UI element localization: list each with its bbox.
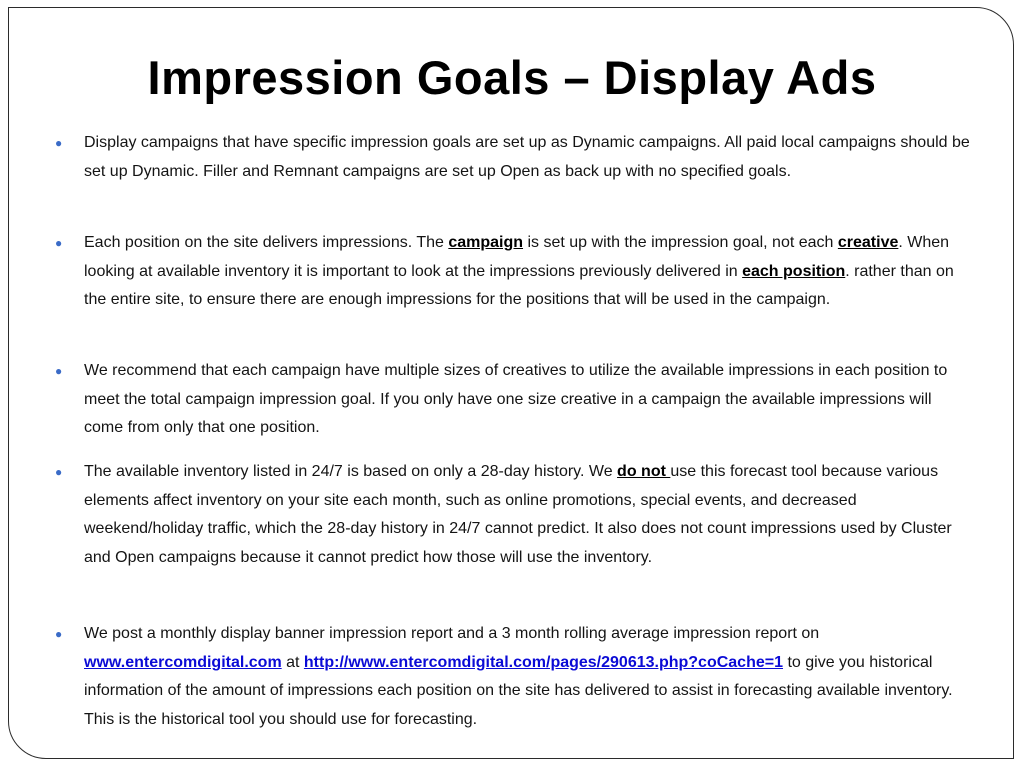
bullet-text: use this forecast tool because various elements affect inventory on your site each month, such as online promotions, special events, and decreased weekend/holiday traffic, which the 28-day history in 24/7 cannot predict. It also does not count impressions used by Cluster and Open campaigns because it cannot predict how those will use the inventory. <box>84 463 952 567</box>
bullet-text: is set up with the impression goal, not each <box>523 234 838 251</box>
bullet-item <box>55 229 975 315</box>
emphasis-creative: creative <box>837 234 899 251</box>
bullet-text: The available inventory listed in 24/7 is based on only a 28-day history. We <box>84 463 618 480</box>
bullet-text: . rather than on the entire site, to ensure there are enough impressions for the positions that will be used in the campaign. <box>84 262 954 309</box>
bullet-text: at <box>281 653 304 671</box>
bullet-item <box>55 458 975 573</box>
link-entercomdigital[interactable]: www.entercomdigital.com <box>84 653 282 671</box>
bullet-item <box>55 620 975 735</box>
bullet-dot-icon: ● <box>55 627 63 641</box>
emphasis-do-not: do not <box>617 463 671 480</box>
bullet-text: . When looking at available inventory it is important to look at the impressions previously delivered in <box>84 234 950 280</box>
link-impression-report-page[interactable]: http://www.entercomdigital.com/pages/290613.php?coCache=1 <box>303 653 783 671</box>
emphasis-each-position: each position <box>742 262 846 280</box>
bullet-dot-icon: ● <box>55 465 63 479</box>
bullet-item <box>55 357 975 443</box>
emphasis-campaign: campaign <box>448 234 524 251</box>
bullet-text: We recommend that each campaign have multiple sizes of creatives to utilize the available impressions in each position to meet the total campaign impression goal. If you only have one size creative in a campaign the available impressions will come from only that one position. <box>84 362 948 437</box>
bullet-text: Each position on the site delivers impressions. The <box>84 234 449 251</box>
bullet-text: We post a monthly display banner impression report and a 3 month rolling average impression report on <box>84 625 820 642</box>
bullet-dot-icon: ● <box>55 236 63 250</box>
bullet-text: Display campaigns that have specific impression goals are set up as Dynamic campaigns. All paid local campaigns should be set up Dynamic. Filler and Remnant campaigns are set up Open as back up with no specified goals. <box>84 134 970 180</box>
bullet-dot-icon: ● <box>55 364 63 378</box>
bullet-text: to give you historical information of the amount of impressions each position on the site has delivered to assist in forecasting available inventory. This is the historical tool you should use for forecasting. <box>84 653 953 729</box>
bullet-item <box>55 129 975 186</box>
slide-title: Impression Goals – Display Ads <box>147 51 877 104</box>
bullet-dot-icon: ● <box>55 136 63 150</box>
